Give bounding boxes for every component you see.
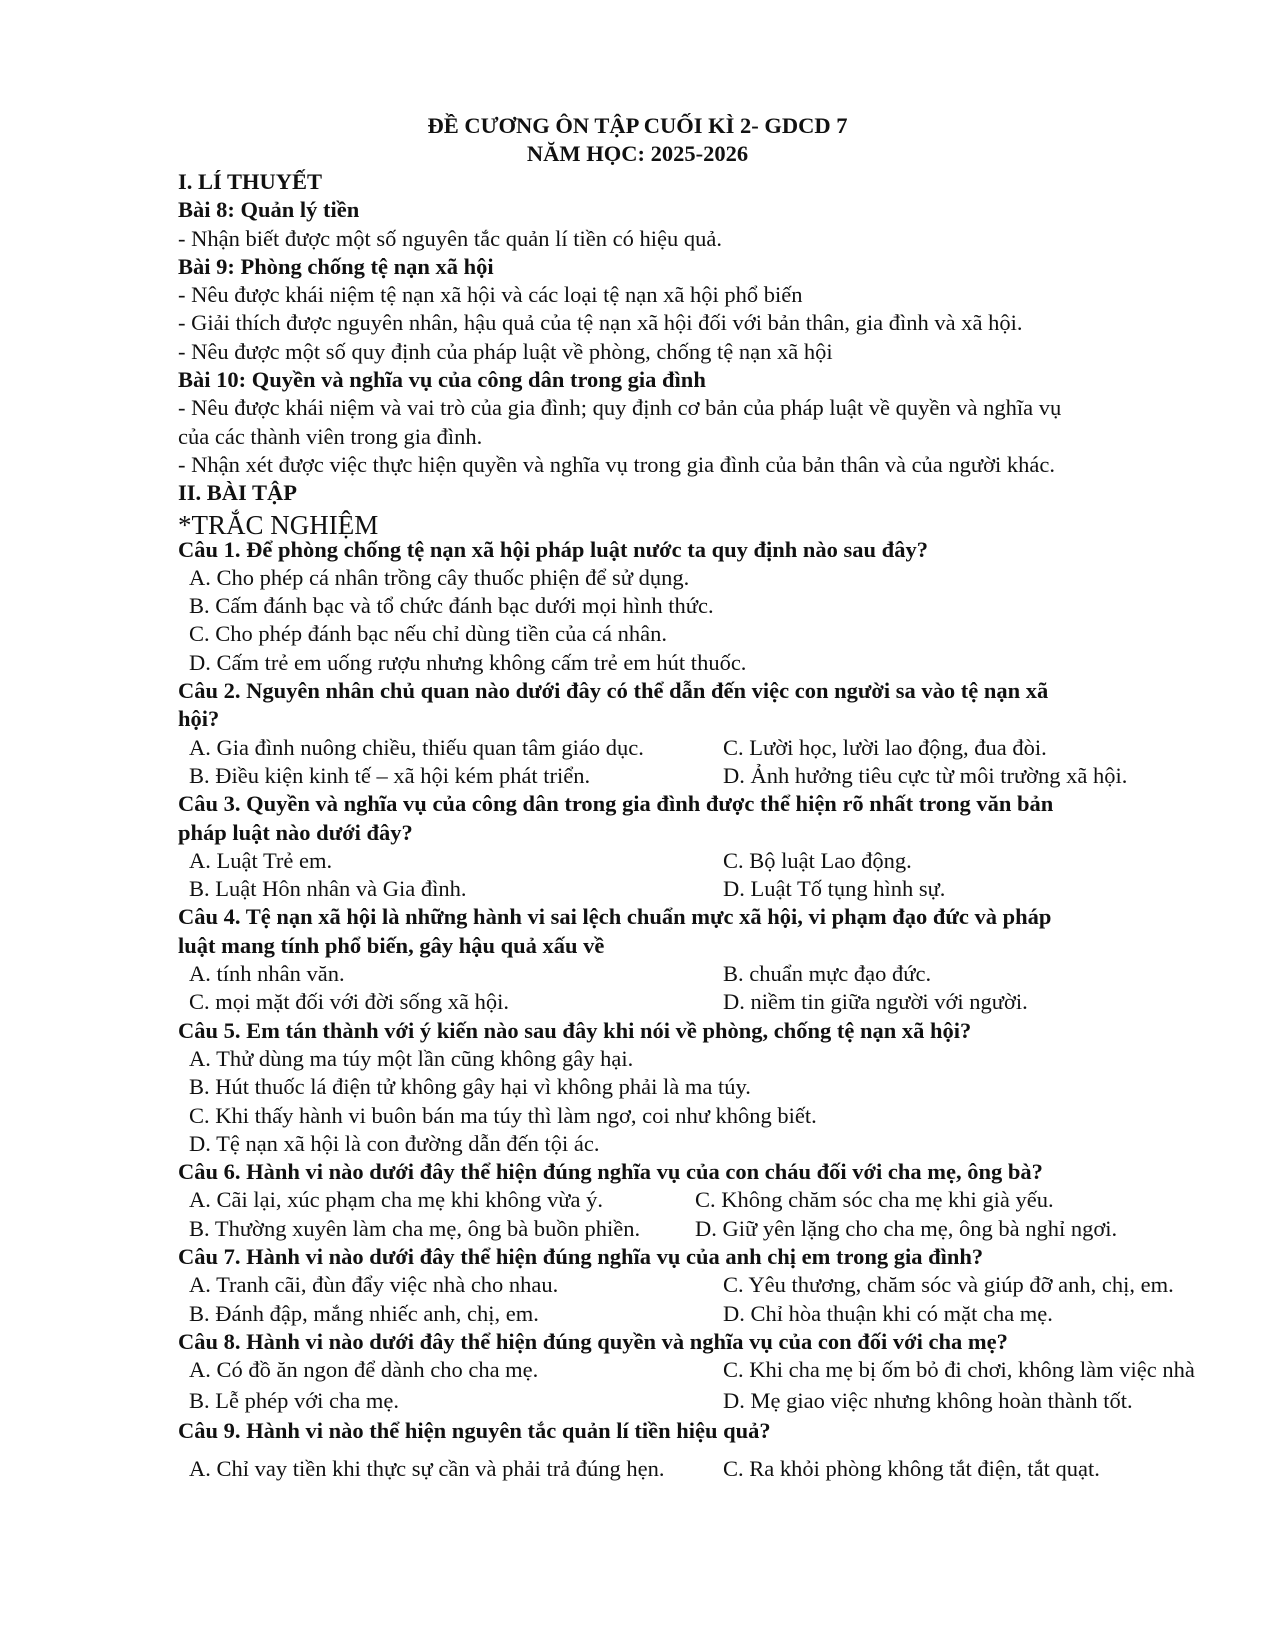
option-row: [178, 762, 1268, 790]
lesson-point: - Nêu được khái niệm và vai trò của gia đình; quy định cơ bản của pháp luật về quyền và nghĩa vụ: [178, 395, 1062, 421]
answer-option: B. Đánh đập, mắng nhiếc anh, chị, em.: [189, 1300, 539, 1326]
lesson-title: Bài 8: Quản lý tiền: [178, 197, 360, 223]
answer-option: A. Gia đình nuông chiều, thiếu quan tâm giáo dục.: [189, 734, 644, 760]
answer-option: D. Chỉ hòa thuận khi có mặt cha mẹ.: [723, 1300, 1053, 1326]
lesson-point: - Nhận biết được một số nguyên tắc quản lí tiền có hiệu quả.: [178, 225, 722, 251]
lesson-point: - Nhận xét được việc thực hiện quyền và nghĩa vụ trong gia đình của bản thân và của người khác.: [178, 451, 1055, 477]
answer-option: C. Yêu thương, chăm sóc và giúp đỡ anh, chị, em.: [723, 1272, 1174, 1298]
option-row: [178, 847, 1268, 875]
answer-option: A. Tranh cãi, đùn đẩy việc nhà cho nhau.: [189, 1272, 559, 1298]
question-text: pháp luật nào dưới đây?: [178, 819, 413, 845]
theory-section: [178, 168, 1268, 1483]
option-row: [178, 1271, 1268, 1299]
answer-option: A. Thử dùng ma túy một lần cũng không gây hại.: [189, 1045, 634, 1071]
option-row: [178, 960, 1268, 988]
option-row: [178, 1455, 1268, 1483]
question-text: Câu 1. Để phòng chống tệ nạn xã hội pháp luật nước ta quy định nào sau đây?: [178, 536, 928, 562]
question-text: luật mang tính phổ biến, gây hậu quả xấu về: [178, 932, 605, 958]
answer-option: D. Tệ nạn xã hội là con đường dẫn đến tội ác.: [189, 1130, 600, 1156]
answer-option: A. tính nhân văn.: [189, 961, 345, 987]
answer-option: B. Luật Hôn nhân và Gia đình.: [189, 876, 467, 902]
lesson-title: Bài 9: Phòng chống tệ nạn xã hội: [178, 253, 494, 279]
answer-option: C. Khi cha mẹ bị ốm bỏ đi chơi, không làm việc nhà: [723, 1357, 1195, 1383]
school-year: NĂM HỌC: 2025-2026: [526, 141, 749, 166]
answer-option: B. chuẩn mực đạo đức.: [723, 961, 932, 987]
question-text: Câu 7. Hành vi nào dưới đây thể hiện đúng nghĩa vụ của anh chị em trong gia đình?: [178, 1243, 984, 1269]
lesson-point: - Nêu được một số quy định của pháp luật về phòng, chống tệ nạn xã hội: [178, 338, 833, 364]
answer-option: A. Cãi lại, xúc phạm cha mẹ khi không vừa ý.: [189, 1187, 603, 1213]
question-text: Câu 4. Tệ nạn xã hội là những hành vi sai lệch chuẩn mực xã hội, vi phạm đạo đức và pháp: [178, 904, 1052, 930]
option-row: [178, 1300, 1268, 1328]
answer-option: C. Cho phép đánh bạc nếu chỉ dùng tiền của cá nhân.: [189, 621, 667, 647]
answer-option: D. Giữ yên lặng cho cha mẹ, ông bà nghỉ ngơi.: [695, 1215, 1118, 1241]
question-text: Câu 5. Em tán thành với ý kiến nào sau đây khi nói về phòng, chống tệ nạn xã hội?: [178, 1017, 972, 1043]
answer-option: D. Luật Tố tụng hình sự.: [723, 876, 946, 902]
question-text: Câu 8. Hành vi nào dưới đây thể hiện đúng quyền và nghĩa vụ của con đối với cha mẹ?: [178, 1328, 1008, 1354]
answer-option: B. Hút thuốc lá điện tử không gây hại vì không phải là ma túy.: [189, 1074, 751, 1100]
answer-option: B. Cấm đánh bạc và tổ chức đánh bạc dưới mọi hình thức.: [189, 593, 714, 619]
answer-option: C. mọi mặt đối với đời sống xã hội.: [189, 989, 510, 1015]
lesson-point: - Giải thích được nguyên nhân, hậu quả của tệ nạn xã hội đối với bản thân, gia đình và xã hội.: [178, 310, 1023, 336]
theory-heading: I. LÍ THUYẾT: [178, 169, 323, 194]
answer-option: C. Bộ luật Lao động.: [723, 847, 912, 873]
answer-option: C. Khi thấy hành vi buôn bán ma túy thì làm ngơ, coi như không biết.: [189, 1102, 817, 1128]
answer-option: A. Chỉ vay tiền khi thực sự cần và phải trả đúng hẹn.: [189, 1456, 665, 1482]
answer-option: D. niềm tin giữa người với người.: [723, 989, 1028, 1015]
option-row: [178, 1387, 1268, 1417]
lesson-point: - Nêu được khái niệm tệ nạn xã hội và các loại tệ nạn xã hội phổ biến: [178, 282, 803, 308]
question-text: Câu 3. Quyền và nghĩa vụ của công dân trong gia đình được thể hiện rõ nhất trong văn bản: [178, 791, 1054, 817]
mcq-heading: *TRẮC NGHIỆM: [178, 509, 379, 540]
answer-option: D. Ảnh hưởng tiêu cực từ môi trường xã hội.: [723, 762, 1128, 788]
answer-option: C. Không chăm sóc cha mẹ khi già yếu.: [695, 1187, 1054, 1213]
question-text: hội?: [178, 706, 220, 732]
lesson-point: của các thành viên trong gia đình.: [178, 423, 483, 449]
question-text: Câu 9. Hành vi nào thể hiện nguyên tắc quản lí tiền hiệu quả?: [178, 1418, 771, 1444]
option-row: [178, 988, 1268, 1016]
answer-option: B. Lễ phép với cha mẹ.: [189, 1388, 399, 1414]
answer-option: A. Cho phép cá nhân trồng cây thuốc phiện để sử dụng.: [189, 564, 690, 590]
question-text: Câu 6. Hành vi nào dưới đây thể hiện đúng nghĩa vụ của con cháu đối với cha mẹ, ông bà?: [178, 1159, 1043, 1185]
answer-option: B. Điều kiện kinh tế – xã hội kém phát triển.: [189, 762, 591, 788]
answer-option: C. Ra khỏi phòng không tắt điện, tắt quạt.: [723, 1456, 1100, 1482]
answer-option: D. Mẹ giao việc nhưng không hoàn thành tốt.: [723, 1388, 1133, 1414]
option-row: [178, 1215, 1268, 1243]
option-row: [178, 1186, 1268, 1214]
question-text: Câu 2. Nguyên nhân chủ quan nào dưới đây có thể dẫn đến việc con người sa vào tệ nạn xã: [178, 678, 1049, 704]
option-row: [178, 875, 1268, 903]
answer-option: A. Có đồ ăn ngon để dành cho cha mẹ.: [189, 1357, 539, 1383]
answer-option: D. Cấm trẻ em uống rượu nhưng không cấm trẻ em hút thuốc.: [189, 649, 747, 675]
lesson-title: Bài 10: Quyền và nghĩa vụ của công dân trong gia đình: [178, 367, 706, 393]
document-title: ĐỀ CƯƠNG ÔN TẬP CUỐI KÌ 2- GDCD 7: [427, 113, 848, 138]
option-row: [178, 734, 1268, 762]
answer-option: C. Lười học, lười lao động, đua đòi.: [723, 734, 1047, 760]
option-row: [178, 1356, 1268, 1387]
answer-option: A. Luật Trẻ em.: [189, 847, 333, 873]
exercises-heading: II. BÀI TẬP: [178, 480, 297, 506]
answer-option: B. Thường xuyên làm cha mẹ, ông bà buồn phiền.: [189, 1215, 641, 1241]
